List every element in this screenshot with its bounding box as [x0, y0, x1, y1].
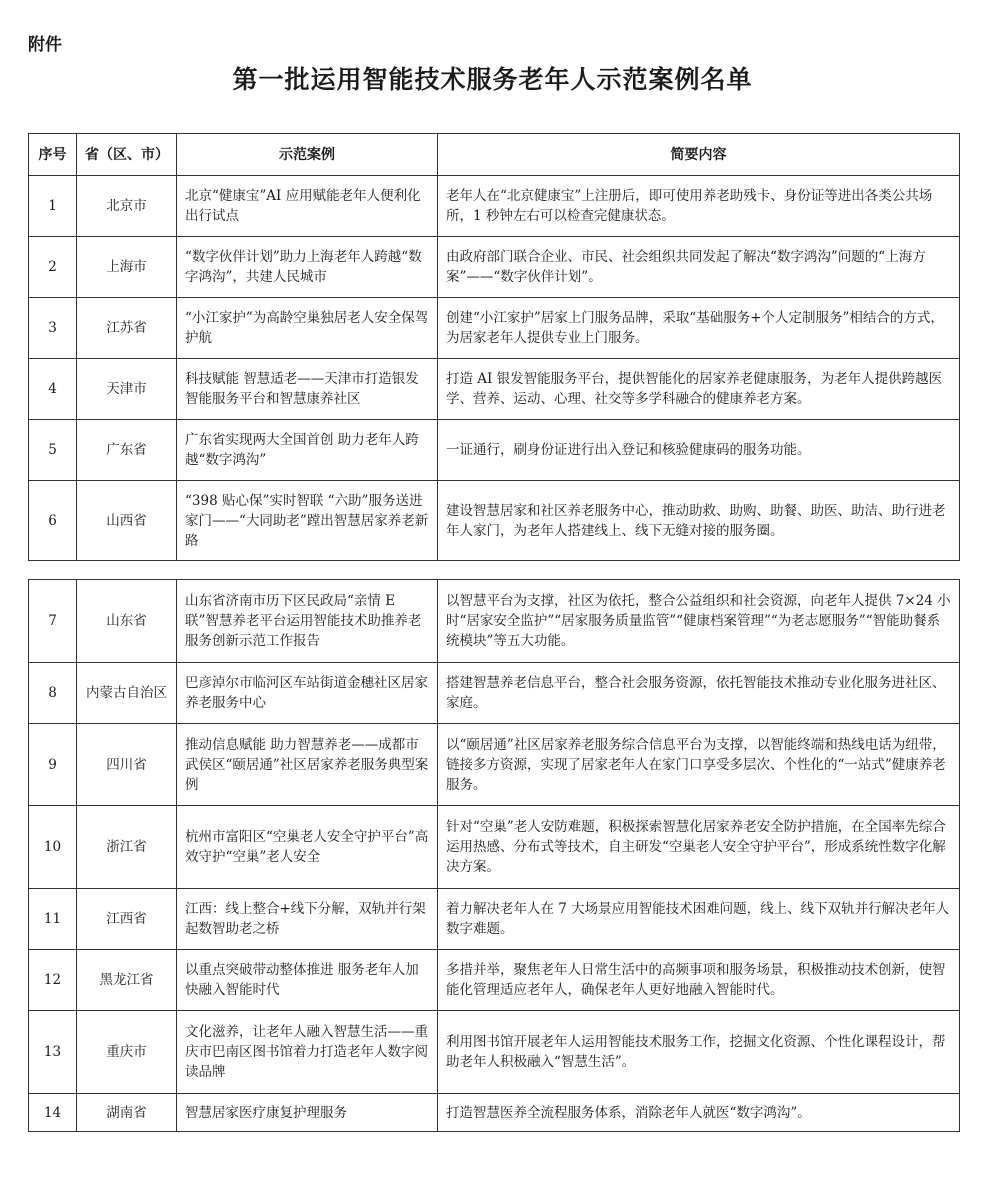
row-case: 杭州市富阳区“空巢老人安全守护平台”高效守护“空巢”老人安全 — [177, 806, 438, 889]
table-row — [29, 663, 960, 724]
row-summary: 利用图书馆开展老年人运用智能技术服务工作，挖掘文化资源、个性化课程设计，帮助老年人积极融入“智慧生活”。 — [438, 1011, 960, 1094]
table-header-row — [29, 134, 960, 176]
attachment-label: 附件 — [28, 35, 62, 55]
table-row — [29, 420, 960, 481]
row-case: 江西：线上整合+线下分解，双轨并行架起数智助老之桥 — [177, 889, 438, 950]
table-row — [29, 950, 960, 1011]
row-case: 巴彦淖尔市临河区车站街道金穗社区居家养老服务中心 — [177, 663, 438, 724]
row-summary: 以智慧平台为支撑，社区为依托，整合公益组织和社会资源，向老年人提供 7×24 小时“居家安全监护”“居家服务质量监管”“健康档案管理”“为老志愿服务”“智能助餐系统模块”等五大功能。 — [438, 580, 960, 663]
row-summary: 由政府部门联合企业、市民、社会组织共同发起了解决“数字鸿沟”问题的“上海方案”——“数字伙伴计划”。 — [438, 237, 960, 298]
row-summary: 多措并举，聚焦老年人日常生活中的高频事项和服务场景，积极推动技术创新，使智能化管理适应老年人，确保老年人更好地融入智能时代。 — [438, 950, 960, 1011]
row-summary: 创建“小江家护”居家上门服务品牌，采取“基础服务+个人定制服务”相结合的方式，为居家老年人提供专业上门服务。 — [438, 298, 960, 359]
row-case: 推动信息赋能 助力智慧养老——成都市武侯区“颐居通”社区居家养老服务典型案例 — [177, 724, 438, 806]
row-number: 10 — [29, 806, 77, 889]
row-case: “小江家护”为高龄空巢独居老人安全保驾护航 — [177, 298, 438, 359]
row-number: 4 — [29, 359, 77, 420]
row-province: 上海市 — [77, 237, 177, 298]
row-province: 广东省 — [77, 420, 177, 481]
row-number: 3 — [29, 298, 77, 359]
row-summary: 打造 AI 银发智能服务平台，提供智能化的居家养老健康服务，为老年人提供跨越医学、营养、运动、心理、社交等多学科融合的健康养老方案。 — [438, 359, 960, 420]
table-row — [29, 580, 960, 663]
row-province: 四川省 — [77, 724, 177, 806]
row-case: 科技赋能 智慧适老——天津市打造银发智能服务平台和智慧康养社区 — [177, 359, 438, 420]
row-number: 13 — [29, 1011, 77, 1094]
page-title: 第一批运用智能技术服务老年人示范案例名单 — [232, 65, 753, 94]
row-summary: 搭建智慧养老信息平台，整合社会服务资源，依托智能技术推动专业化服务进社区、家庭。 — [438, 663, 960, 724]
row-summary: 打造智慧医养全流程服务体系，消除老年人就医“数字鸿沟”。 — [438, 1094, 960, 1132]
row-number: 12 — [29, 950, 77, 1011]
row-province: 内蒙古自治区 — [77, 663, 177, 724]
row-province: 重庆市 — [77, 1011, 177, 1094]
row-number: 8 — [29, 663, 77, 724]
row-province: 江苏省 — [77, 298, 177, 359]
row-case: 广东省实现两大全国首创 助力老年人跨越“数字鸿沟” — [177, 420, 438, 481]
table-row — [29, 237, 960, 298]
row-province: 山西省 — [77, 481, 177, 561]
row-province: 北京市 — [77, 176, 177, 237]
row-number: 1 — [29, 176, 77, 237]
row-summary: 老年人在“北京健康宝”上注册后，即可使用养老助残卡、身份证等进出各类公共场所，1 秒钟左右可以检查完健康状态。 — [438, 176, 960, 237]
table-row — [29, 1011, 960, 1094]
row-summary: 建设智慧居家和社区养老服务中心，推动助救、助购、助餐、助医、助洁、助行进老年人家门，为老年人搭建线上、线下无缝对接的服务圈。 — [438, 481, 960, 561]
row-summary: 着力解决老年人在 7 大场景应用智能技术困难问题，线上、线下双轨并行解决老年人数字难题。 — [438, 889, 960, 950]
row-summary: 一证通行，刷身份证进行出入登记和核验健康码的服务功能。 — [438, 420, 960, 481]
row-number: 11 — [29, 889, 77, 950]
row-province: 浙江省 — [77, 806, 177, 889]
row-case: 以重点突破带动整体推进 服务老年人加快融入智能时代 — [177, 950, 438, 1011]
column-header-summary: 简要内容 — [438, 134, 960, 176]
row-summary: 针对“空巢”老人安防难题，积极探索智慧化居家养老安全防护措施，在全国率先综合运用热感、分布式等技术，自主研发“空巢老人安全守护平台”，形成系统性数字化解决方案。 — [438, 806, 960, 889]
row-province: 天津市 — [77, 359, 177, 420]
table-row — [29, 176, 960, 237]
column-header-no: 序号 — [29, 134, 77, 176]
row-case: 北京“健康宝”AI 应用赋能老年人便利化出行试点 — [177, 176, 438, 237]
row-number: 2 — [29, 237, 77, 298]
table-row — [29, 1094, 960, 1132]
table-row — [29, 806, 960, 889]
table-row — [29, 481, 960, 561]
table-row — [29, 359, 960, 420]
case-table-part-1 — [28, 133, 960, 561]
row-province: 山东省 — [77, 580, 177, 663]
row-case: 文化滋养，让老年人融入智慧生活——重庆市巴南区图书馆着力打造老年人数字阅读品牌 — [177, 1011, 438, 1094]
row-number: 7 — [29, 580, 77, 663]
table-row — [29, 298, 960, 359]
table-row — [29, 889, 960, 950]
row-number: 9 — [29, 724, 77, 806]
row-summary: 以“颐居通”社区居家养老服务综合信息平台为支撑，以智能终端和热线电话为纽带，链接多方资源，实现了居家老年人在家门口享受多层次、个性化的“一站式”健康养老服务。 — [438, 724, 960, 806]
row-number: 6 — [29, 481, 77, 561]
column-header-case: 示范案例 — [177, 134, 438, 176]
row-case: 智慧居家医疗康复护理服务 — [177, 1094, 438, 1132]
row-province: 江西省 — [77, 889, 177, 950]
row-case: 山东省济南市历下区民政局“亲情 E 联”智慧养老平台运用智能技术助推养老服务创新示范工作报告 — [177, 580, 438, 663]
table-row — [29, 724, 960, 806]
row-number: 5 — [29, 420, 77, 481]
row-case: “数字伙伴计划”助力上海老年人跨越“数字鸿沟”，共建人民城市 — [177, 237, 438, 298]
column-header-province: 省（区、市） — [77, 134, 177, 176]
row-province: 黑龙江省 — [77, 950, 177, 1011]
row-province: 湖南省 — [77, 1094, 177, 1132]
row-number: 14 — [29, 1094, 77, 1132]
row-case: “398 贴心保”实时智联 “六助”服务送进家门——“大同助老”蹚出智慧居家养老新路 — [177, 481, 438, 561]
case-table-part-2 — [28, 579, 960, 1132]
